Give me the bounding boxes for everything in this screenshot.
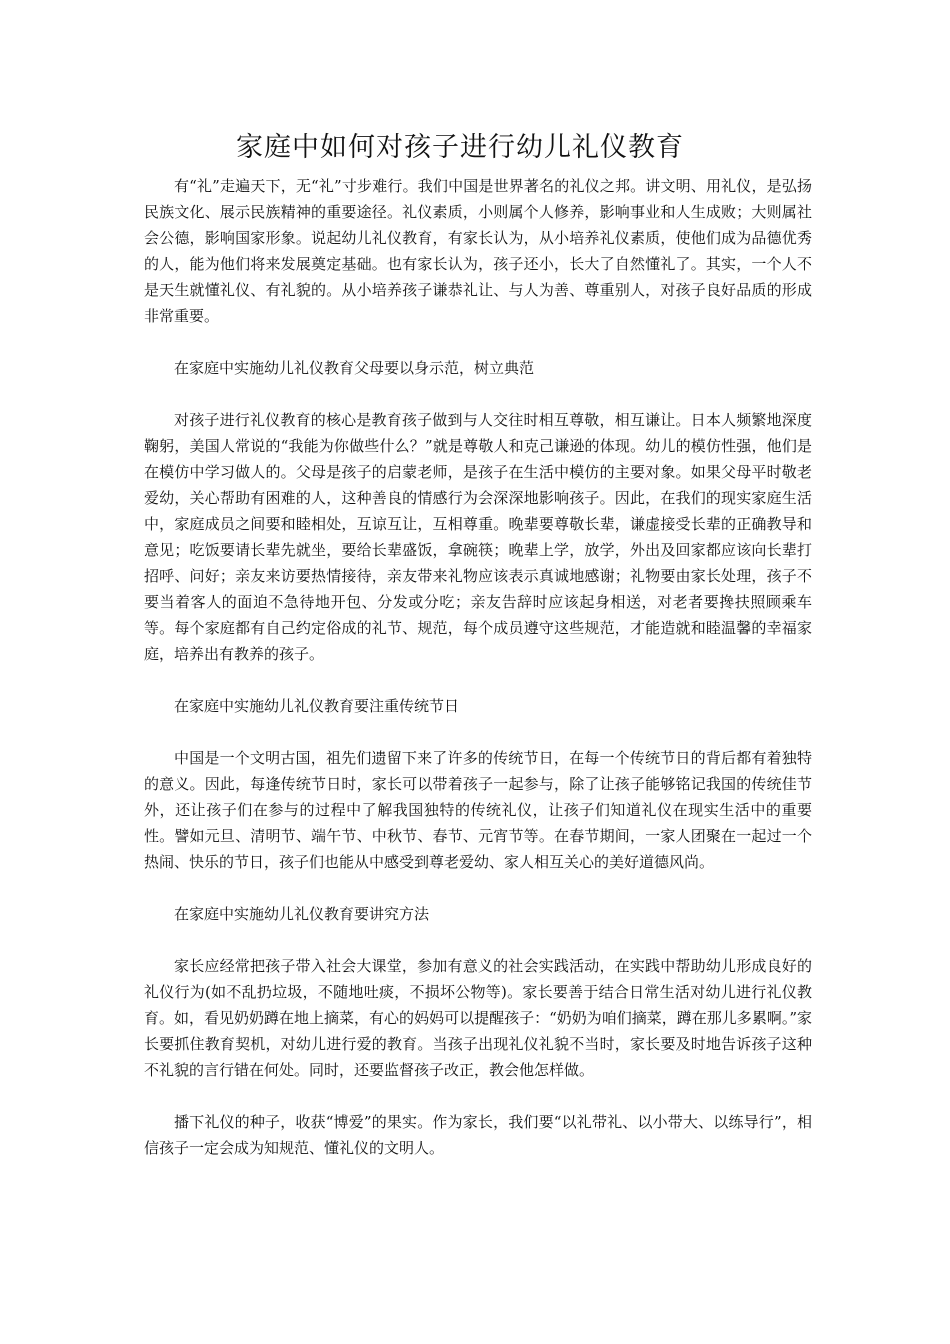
paragraph-spacer [144,1083,812,1109]
intro-paragraph: 有“礼”走遍天下，无“礼”寸步难行。我们中国是世界著名的礼仪之邦。讲文明、用礼仪，是弘扬民族文化、展示民族精神的重要途径。礼仪素质，小则属个人修养，影响事业和人生成败；大则属社会公德，影响国家形象。说起幼儿礼仪教育，有家长认为，从小培养礼仪素质，使他们成为品德优秀的人，能为他们将来发展奠定基础。也有家长认为，孩子还小，长大了自然懂礼了。其实，一个人不是天生就懂礼仪、有礼貌的。从小培养孩子谦恭礼让、与人为善、尊重别人，对孩子良好品质的形成非常重要。 [144,177,812,325]
paragraph-spacer [144,875,812,901]
paragraph-spacer [144,719,812,745]
section-heading-role-model: 在家庭中实施幼儿礼仪教育父母要以身示范，树立典范 [174,359,535,377]
section-heading-traditional-festivals: 在家庭中实施幼儿礼仪教育要注重传统节日 [174,697,460,715]
paragraph-spacer [144,329,812,355]
document-body [144,173,812,1161]
paragraph-spacer [144,927,812,953]
section-body-methods: 家长应经常把孩子带入社会大课堂，参加有意义的社会实践活动，在实践中帮助幼儿形成良好的礼仪行为(如不乱扔垃圾，不随地吐痰，不损坏公物等)。家长要善于结合日常生活对幼儿进行礼仪教育。如，看见奶奶蹲在地上摘菜，有心的妈妈可以提醒孩子：“奶奶为咱们摘菜，蹲在那儿多累啊。”家长要抓住教育契机，对幼儿进行爱的教育。当孩子出现礼仪礼貌不当时，家长要及时地告诉孩子这种不礼貌的言行错在何处。同时，还要监督孩子改正，教会他怎样做。 [144,957,812,1079]
section-body-traditional-festivals: 中国是一个文明古国，祖先们遗留下来了许多的传统节日，在每一个传统节日的背后都有着独特的意义。因此，每逢传统节日时，家长可以带着孩子一起参与，除了让孩子能够铭记我国的传统佳节外，还让孩子们在参与的过程中了解我国独特的传统礼仪，让孩子们知道礼仪在现实生活中的重要性。譬如元旦、清明节、端午节、中秋节、春节、元宵节等。在春节期间，一家人团聚在一起过一个热闹、快乐的节日，孩子们也能从中感受到尊老爱幼、家人相互关心的美好道德风尚。 [144,749,812,871]
section-heading-methods: 在家庭中实施幼儿礼仪教育要讲究方法 [174,905,430,923]
section-body-role-model: 对孩子进行礼仪教育的核心是教育孩子做到与人交往时相互尊敬，相互谦让。日本人频繁地深度鞠躬，美国人常说的“我能为你做些什么？”就是尊敬人和克己谦逊的体现。幼儿的模仿性强，他们是在模仿中学习做人的。父母是孩子的启蒙老师，是孩子在生活中模仿的主要对象。如果父母平时敬老爱幼，关心帮助有困难的人，这种善良的情感行为会深深地影响孩子。因此，在我们的现实家庭生活中，家庭成员之间要和睦相处，互谅互让，互相尊重。晚辈要尊敬长辈，谦虚接受长辈的正确教导和意见；吃饭要请长辈先就坐，要给长辈盛饭，拿碗筷；晚辈上学，放学，外出及回家都应该向长辈打招呼、问好；亲友来访要热情接待，亲友带来礼物应该表示真诚地感谢；礼物要由家长处理，孩子不要当着客人的面迫不急待地开包、分发或分吃；亲友告辞时应该起身相送，对老者要搀扶照顾乘车等。每个家庭都有自己约定俗成的礼节、规范，每个成员遵守这些规范，才能造就和睦温馨的幸福家庭，培养出有教养的孩子。 [144,411,812,663]
conclusion-paragraph: 播下礼仪的种子，收获“博爱”的果实。作为家长，我们要“以礼带礼、以小带大、以练导行”，相信孩子一定会成为知规范、懂礼仪的文明人。 [144,1113,812,1157]
paragraph-spacer [144,667,812,693]
paragraph-spacer [144,381,812,407]
document-title: 家庭中如何对孩子进行幼儿礼仪教育 [236,132,684,163]
